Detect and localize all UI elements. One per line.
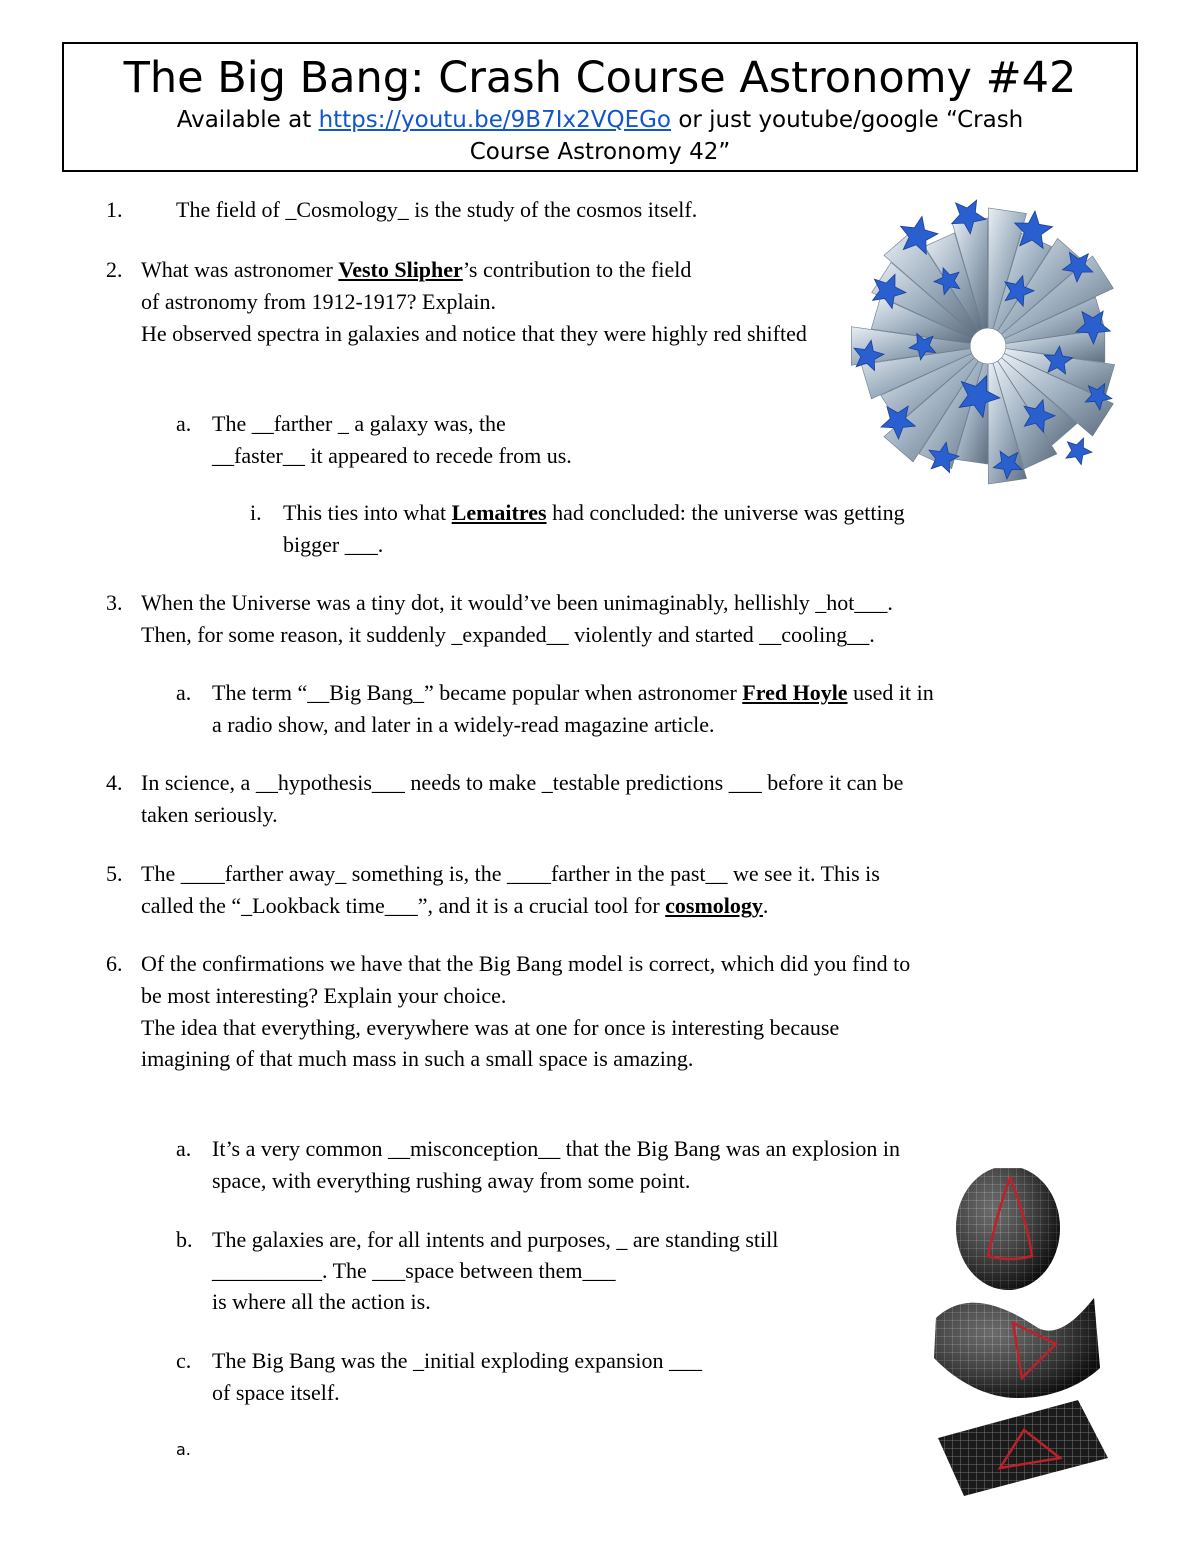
- q3a-line2: a radio show, and later in a widely-read magazine article.: [212, 712, 715, 737]
- q6b-line3: is where all the action is.: [212, 1289, 431, 1314]
- q2ai-line2: bigger ___.: [283, 532, 384, 557]
- video-link[interactable]: https://youtu.be/9B7Ix2VQEGo: [318, 107, 672, 133]
- q4-line1: In science, a __hypothesis___ needs to make _testable predictions ___ before it can be: [141, 770, 904, 795]
- title-box: [62, 42, 1138, 172]
- q2ai-numeral: i.: [250, 500, 262, 525]
- q6a-line1: It’s a very common __misconception__ that the Big Bang was an explosion in: [212, 1136, 900, 1161]
- curved-space-geometry-icon: [928, 1168, 1110, 1498]
- q2a-letter: a.: [176, 411, 192, 436]
- q3-number: 3.: [106, 590, 123, 615]
- q6b-letter: b.: [176, 1227, 193, 1252]
- q3-line2: Then, for some reason, it suddenly _expanded__ violently and started __cooling__.: [141, 622, 875, 647]
- q6-answer2: imagining of that much mass in such a small space is amazing.: [141, 1046, 694, 1071]
- availability-line: Available at https://youtu.be/9B7Ix2VQEGo or just youtube/google “Crash: [176, 107, 1024, 133]
- q6c-line2: of space itself.: [212, 1380, 340, 1405]
- cosmology-term: cosmology: [665, 893, 763, 918]
- q5-line2: called the “_Lookback time___”, and it is a crucial tool for cosmology.: [141, 893, 769, 918]
- q6b-line1: The galaxies are, for all intents and purposes, _ are standing still: [212, 1227, 779, 1252]
- starburst-icon: [848, 196, 1128, 496]
- q1-number: 1.: [106, 197, 123, 222]
- q6c-line1: The Big Bang was the _initial exploding expansion ___: [212, 1348, 703, 1373]
- q3a-line1: The term “__Big Bang_” became popular when astronomer Fred Hoyle used it in: [212, 680, 934, 705]
- q2a-line1: The __farther _ a galaxy was, the: [212, 411, 506, 436]
- q4-number: 4.: [106, 770, 123, 795]
- q2a-line2: __faster__ it appeared to recede from us.: [212, 443, 572, 468]
- q1-text: The field of _Cosmology_ is the study of the cosmos itself.: [176, 197, 698, 222]
- q6c-letter: c.: [176, 1348, 192, 1373]
- q6-answer1: The idea that everything, everywhere was at one for once is interesting because: [141, 1015, 840, 1040]
- q2-answer: He observed spectra in galaxies and notice that they were highly red shifted: [141, 321, 807, 346]
- q6a-letter: a.: [176, 1136, 192, 1161]
- q6-number: 6.: [106, 951, 123, 976]
- empty-list-item: a.: [176, 1440, 191, 1459]
- q5-line1: The ____farther away_ something is, the ____farther in the past__ we see it. This is: [141, 861, 880, 886]
- q2-line1: What was astronomer Vesto Slipher’s contribution to the field: [141, 257, 692, 282]
- lemaitres: Lemaitres: [451, 500, 547, 525]
- q2-number: 2.: [106, 257, 123, 282]
- q6-line2: be most interesting? Explain your choice.: [141, 983, 507, 1008]
- q3-line1: When the Universe was a tiny dot, it would’ve been unimaginably, hellishly _hot___.: [141, 590, 893, 615]
- star-shape: [1066, 438, 1092, 465]
- q4-line2: taken seriously.: [141, 802, 278, 827]
- q6b-line2: __________. The ___space between them___: [212, 1258, 616, 1283]
- q6a-line2: space, with everything rushing away from some point.: [212, 1168, 691, 1193]
- q6-line1: Of the confirmations we have that the Big Bang model is correct, which did you find to: [141, 951, 911, 976]
- q5-number: 5.: [106, 861, 123, 886]
- vesto-slipher: Vesto Slipher: [338, 257, 463, 282]
- page-title: The Big Bang: Crash Course Astronomy #42: [123, 53, 1077, 103]
- q2-line2: of astronomy from 1912-1917? Explain.: [141, 289, 496, 314]
- q3a-letter: a.: [176, 680, 192, 705]
- q2ai-line1: This ties into what Lemaitres had concluded: the universe was getting: [283, 500, 905, 525]
- fred-hoyle: Fred Hoyle: [742, 680, 848, 705]
- availability-line-2: Course Astronomy 42”: [469, 139, 731, 165]
